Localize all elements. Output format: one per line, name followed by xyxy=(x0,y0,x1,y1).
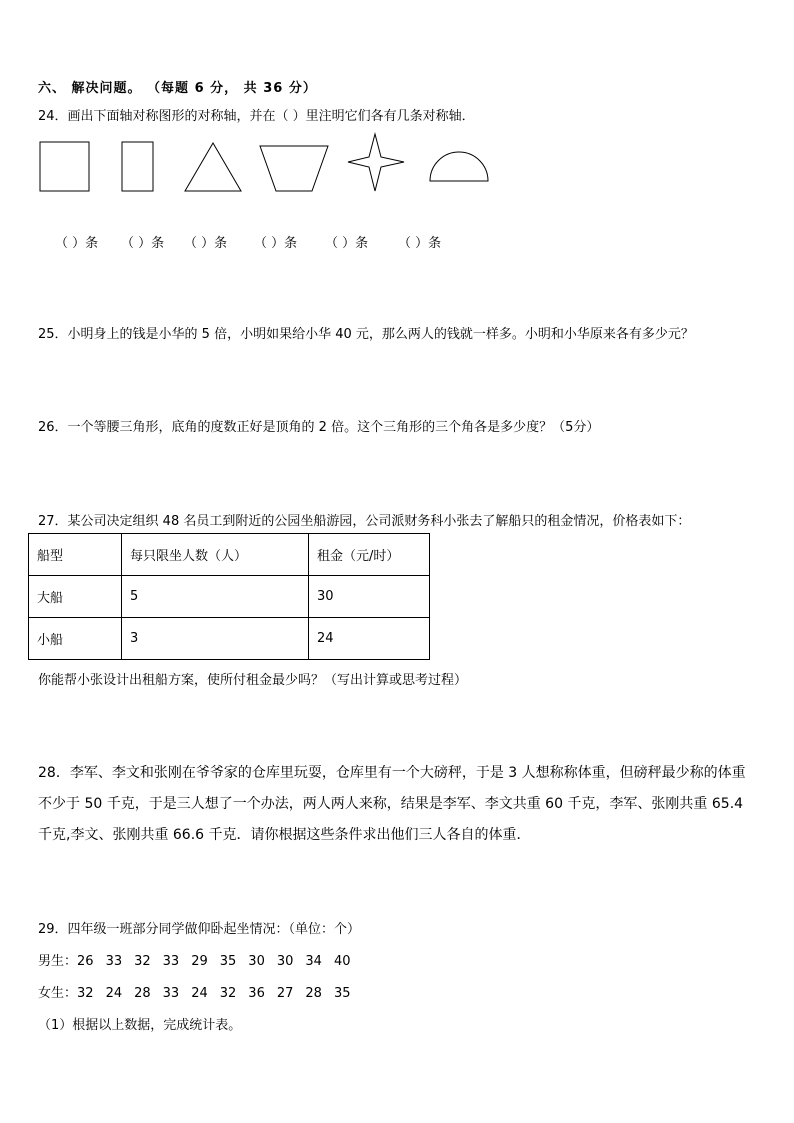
data-value: 24 xyxy=(105,986,123,1001)
boys-data-row xyxy=(38,950,362,969)
data-value: 30 xyxy=(276,954,294,969)
table-cell: 5 xyxy=(122,576,309,618)
data-value: 33 xyxy=(162,986,180,1001)
blank-3: （ ）条 xyxy=(184,236,228,251)
table-row xyxy=(29,618,430,660)
data-value: 34 xyxy=(305,954,322,969)
trapezoid-icon xyxy=(260,146,328,191)
data-value: 27 xyxy=(276,986,294,1001)
data-value: 32 xyxy=(77,986,94,1001)
section-title: 六、 解决问题。 （每题 6 分， 共 36 分） xyxy=(38,81,317,96)
data-value: 40 xyxy=(333,954,351,969)
table-header-cell: 船型 xyxy=(29,534,122,576)
data-value: 32 xyxy=(134,954,151,969)
table-header-cell: 每只限坐人数（人） xyxy=(122,534,309,576)
data-value: 33 xyxy=(105,954,123,969)
data-value: 29 xyxy=(191,954,208,969)
data-value: 24 xyxy=(191,986,208,1001)
rectangle-icon xyxy=(122,142,153,191)
blank-1: （ ）条 xyxy=(55,236,99,251)
four-point-star-icon xyxy=(348,134,404,191)
rental-price-table xyxy=(28,533,430,660)
question-24: 24．画出下面轴对称图形的对称轴，并在（ ）里注明它们各有几条对称轴． xyxy=(38,109,475,124)
data-value: 35 xyxy=(219,954,237,969)
semicircle-icon xyxy=(430,152,488,181)
triangle-icon xyxy=(185,143,241,191)
table-header-row xyxy=(29,534,430,576)
question-29: 29．四年级一班部分同学做仰卧起坐情况：（单位：个） xyxy=(38,922,361,937)
blank-5: （ ）条 xyxy=(325,236,369,251)
table-row xyxy=(29,576,430,618)
question-29-part-1: （1）根据以上数据，完成统计表。 xyxy=(38,1018,242,1033)
blank-4: （ ）条 xyxy=(254,236,298,251)
table-cell: 30 xyxy=(309,576,430,618)
question-27: 27．某公司决定组织 48 名员工到附近的公园坐船游园，公司派财务科小张去了解船只的租金情况，价格表如下： xyxy=(38,514,691,529)
data-value: 36 xyxy=(248,986,265,1001)
data-value: 32 xyxy=(219,986,237,1001)
girls-data-row xyxy=(38,982,362,1001)
boys-label: 男生： xyxy=(38,954,78,969)
girls-label: 女生： xyxy=(38,986,78,1001)
table-cell: 大船 xyxy=(29,576,122,618)
question-26: 26．一个等腰三角形，底角的度数正好是顶角的 2 倍。这个三角形的三个角各是多少度？（5分） xyxy=(38,420,600,435)
data-value: 28 xyxy=(134,986,151,1001)
data-value: 28 xyxy=(305,986,322,1001)
data-value: 35 xyxy=(333,986,351,1001)
data-value: 30 xyxy=(248,954,265,969)
table-cell: 3 xyxy=(122,618,309,660)
table-cell: 24 xyxy=(309,618,430,660)
blank-2: （ ）条 xyxy=(121,236,165,251)
symmetric-shapes xyxy=(30,132,500,202)
table-cell: 小船 xyxy=(29,618,122,660)
question-25: 25．小明身上的钱是小华的 5 倍，小明如果给小华 40 元，那么两人的钱就一样多。小明和小华原来各有多少元？ xyxy=(38,327,694,342)
question-28: 28．李军、李文和张刚在爷爷家的仓库里玩耍，仓库里有一个大磅秤，于是 3 人想称称体重，但磅秤最少称的体重不少于 50 千克，于是三人想了一个办法，两人两人来称，结果是李军、李文共重 60 千克，李军、张刚共重 65.4 千克,李文、张刚共重 66.6 千克．请你根据这些条件求出他们三人各自的体重． xyxy=(38,765,746,843)
question-27-prompt: 你能帮小张设计出租船方案，使所付租金最少吗？（写出计算或思考过程） xyxy=(38,673,468,688)
square-icon xyxy=(40,142,89,191)
table-header-cell: 租金（元/时） xyxy=(309,534,430,576)
blank-6: （ ）条 xyxy=(398,236,442,251)
data-value: 33 xyxy=(162,954,180,969)
data-value: 26 xyxy=(77,954,94,969)
